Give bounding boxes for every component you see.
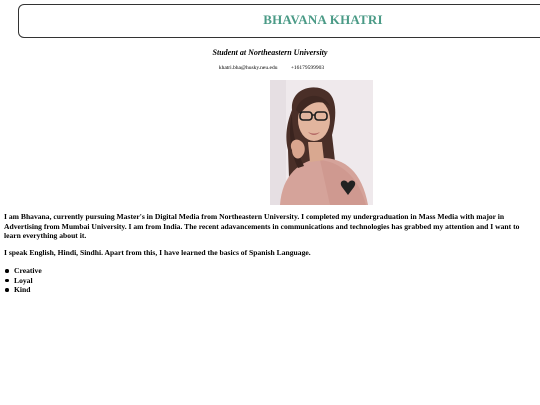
site-title: BHAVANA KHATRI: [263, 12, 383, 27]
profile-photo: [270, 80, 373, 205]
list-item: Loyal: [14, 276, 42, 286]
bio-paragraph-1: I am Bhavana, currently pursuing Master's in Digital Media from Northeastern University. I completed my undergraduation in Mass Media with major in Advertising from Mumbai University. I am from India. The recent adavancements in communications and technologies has grabbed my attention and I want to learn everything about it.: [4, 212, 520, 241]
list-item: Kind: [14, 285, 42, 295]
traits-list: [4, 266, 42, 295]
contact-line: [0, 65, 540, 71]
email-text: khatri.bha@husky.neu.edu: [218, 65, 278, 71]
bio-section: [4, 212, 534, 264]
profile-subtitle: Student at Northeastern University: [212, 48, 328, 57]
list-item: Creative: [14, 266, 42, 275]
bio-paragraph-2: I speak English, Hindi, Sindhi. Apart from this, I have learned the basics of Spanish Language.: [4, 247, 311, 257]
phone-text: +16179599903: [290, 65, 325, 71]
